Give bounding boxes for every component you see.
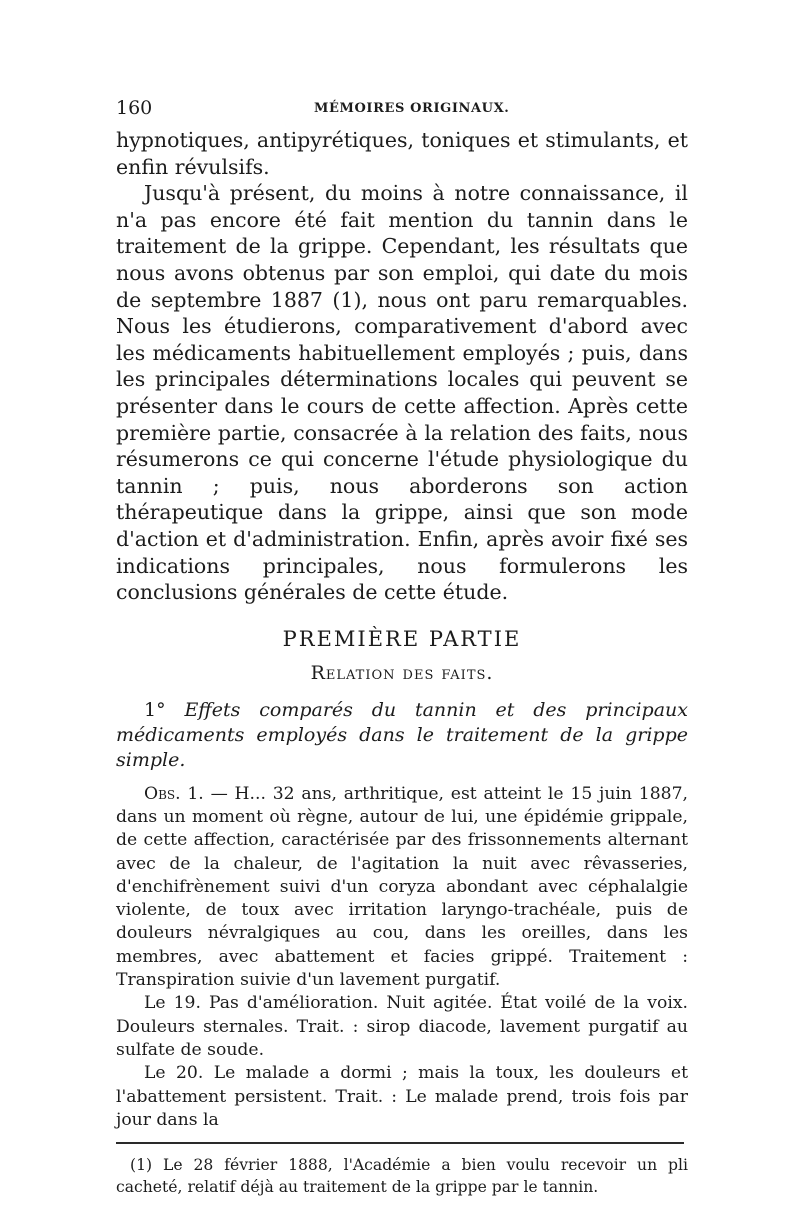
subsection-number: 1° xyxy=(144,698,166,721)
part-heading: PREMIÈRE PARTIE xyxy=(282,626,522,651)
observation-paragraph-3: Le 20. Le malade a dormi ; mais la toux, les douleurs et l'abattement persistent. Trait. : Le malade prend, trois fois par jour dans la xyxy=(116,1063,688,1130)
observation-block xyxy=(116,783,688,1132)
running-title: MÉMOIRES ORIGINAUX. xyxy=(314,101,510,116)
subsection-title: Effets comparés du tannin et des principaux médicaments employés dans le traitement de la grippe simple. xyxy=(116,698,688,771)
subsection-heading xyxy=(116,698,688,773)
page-number: 160 xyxy=(116,97,153,119)
observation-label: Obs. 1. xyxy=(144,783,204,804)
observation-paragraph-2: Le 19. Pas d'amélioration. Nuit agitée. État voilé de la voix. Douleurs sternales. Trait. : sirop diacode, lavement purgatif au sulfate de soude. xyxy=(116,993,688,1060)
observation-paragraph-1 xyxy=(116,783,688,993)
footnote-text: (1) Le 28 février 1888, l'Académie a bien voulu recevoir un pli cacheté, relatif déjà au traitement de la grippe par le tannin. xyxy=(116,1156,688,1197)
book-page xyxy=(116,93,688,1198)
running-head xyxy=(116,93,688,127)
paragraph-introduction: Jusqu'à présent, du moins à notre connaissance, il n'a pas encore été fait mention du tannin dans le traitement de la grippe. Cependant, les résultats que nous avons obtenus par son emploi, qui date du mois de septembre 1887 (1), nous ont paru remarquables. Nous les étudierons, comparativement d'abord avec les médicaments habituellement employés ; puis, dans les principales déterminations locales qui peuvent se présenter dans le cours de cette affection. Après cette première partie, consacrée à la relation des faits, nous résumerons ce qui concerne l'étude physiologique du tannin ; puis, nous aborderons son action thérapeutique dans la grippe, ainsi que son mode d'action et d'administration. Enfin, après avoir fixé ses indications principales, nous formulerons les conclusions générales de cette étude. xyxy=(116,181,688,605)
observation-text: — H... 32 ans, arthritique, est atteint le 15 juin 1887, dans un moment où règne, autour de lui, une épidémie grippale, de cette affection, caractérisée par des frissonnements alternant avec de la chaleur, de l'agitation la nuit avec rêvasseries, d'enchifrènement suivi d'un coryza abondant avec céphalalgie violente, de toux avec irritation laryngo-trachéale, puis de douleurs névralgiques au cou, dans les oreilles, dans les membres, avec abattement et facies grippé. Traitement : Transpiration suivie d'un lavement purgatif. xyxy=(116,783,688,991)
section-heading: Relation des faits. xyxy=(310,661,494,684)
paragraph-continued: hypnotiques, antipyrétiques, toniques et stimulants, et enfin révulsifs. xyxy=(116,128,688,179)
footnote xyxy=(116,1154,688,1198)
footnote-rule xyxy=(116,1142,684,1144)
